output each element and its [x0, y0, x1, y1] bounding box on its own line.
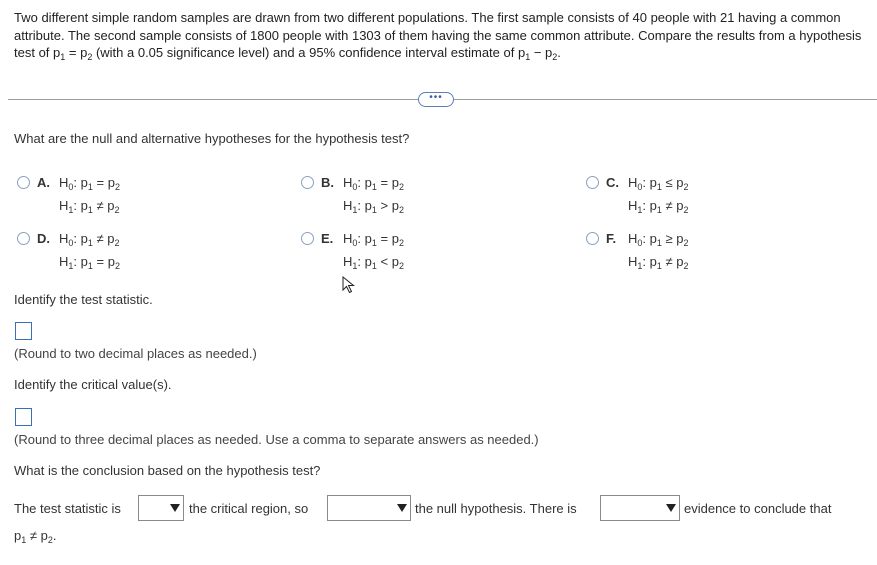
dropdown-arrow-icon — [170, 504, 180, 512]
option-letter: E. — [321, 231, 334, 246]
test-statistic-label: Identify the test statistic. — [14, 292, 153, 307]
alternative-hypothesis: $H_1$: $p_1 \ne p_2$ — [59, 198, 120, 215]
conclusion-label: What is the conclusion based on the hypothesis test? — [14, 463, 321, 478]
alternative-hypothesis: $H_1$: $p_1 < p_2$ — [343, 254, 404, 271]
hypotheses — [343, 228, 404, 274]
hypotheses — [628, 228, 689, 274]
conclusion-text-2: the critical region, so — [189, 501, 309, 516]
hypotheses — [628, 172, 689, 218]
option-c[interactable] — [586, 175, 689, 218]
radio-button[interactable] — [586, 232, 599, 245]
conclusion-text-1: The test statistic is — [14, 501, 121, 516]
test-statistic-region-dropdown[interactable] — [138, 495, 184, 521]
option-letter: C. — [606, 175, 619, 190]
radio-button[interactable] — [17, 232, 30, 245]
conclusion-text-3: the null hypothesis. There is — [415, 501, 577, 516]
alternative-hypothesis: $H_1$: $p_1 = p_2$ — [59, 254, 120, 271]
null-hypothesis: $H_0$: $p_1 \le p_2$ — [628, 175, 689, 192]
test-statistic-input[interactable] — [15, 322, 32, 340]
option-e[interactable] — [301, 231, 404, 274]
option-letter: A. — [37, 175, 50, 190]
option-a[interactable] — [17, 175, 120, 218]
radio-button[interactable] — [301, 232, 314, 245]
hypotheses — [59, 172, 120, 218]
alternative-hypothesis: $H_1$: $p_1 > p_2$ — [343, 198, 404, 215]
critical-value-note: (Round to three decimal places as needed. Use a comma to separate answers as needed.) — [14, 432, 539, 447]
dropdown-arrow-icon — [397, 504, 407, 512]
question-text: What are the null and alternative hypotheses for the hypothesis test? — [14, 131, 410, 146]
null-hypothesis: $H_0$: $p_1 \ge p_2$ — [628, 231, 689, 248]
option-b[interactable] — [301, 175, 404, 218]
more-button[interactable]: ••• — [418, 92, 454, 107]
option-d[interactable] — [17, 231, 120, 274]
problem-statement: Two different simple random samples are drawn from two different populations. The first sample consists of 40 people with 21 having a common attribute. The second sample consists of 1800 people with 1303 of them having the same common attribute. Compare the results from a hypothesis test of $p_1 = p_2$ (with a 0.05 significance level) and a 95% confidence interval estimate of $p_1 - p_2$. — [14, 10, 862, 62]
null-hypothesis: $H_0$: $p_1 \ne p_2$ — [59, 231, 120, 248]
test-statistic-note: (Round to two decimal places as needed.) — [14, 346, 257, 361]
alternative-hypothesis: $H_1$: $p_1 \ne p_2$ — [628, 198, 689, 215]
mouse-cursor-icon — [342, 276, 356, 294]
radio-button[interactable] — [586, 176, 599, 189]
evidence-dropdown[interactable] — [600, 495, 680, 521]
option-letter: B. — [321, 175, 334, 190]
conclusion-text-4: evidence to conclude that — [684, 501, 832, 516]
null-hypothesis: $H_0$: $p_1 = p_2$ — [343, 175, 404, 192]
null-hypothesis: $H_0$: $p_1 = p_2$ — [343, 231, 404, 248]
dropdown-arrow-icon — [666, 504, 676, 512]
null-hypothesis-dropdown[interactable] — [327, 495, 411, 521]
hypotheses — [59, 228, 120, 274]
option-letter: F. — [606, 231, 617, 246]
alternative-hypothesis: $H_1$: $p_1 \ne p_2$ — [628, 254, 689, 271]
radio-button[interactable] — [301, 176, 314, 189]
option-letter: D. — [37, 231, 50, 246]
radio-button[interactable] — [17, 176, 30, 189]
critical-value-input[interactable] — [15, 408, 32, 426]
option-f[interactable] — [586, 231, 689, 274]
critical-value-label: Identify the critical value(s). — [14, 377, 172, 392]
hypotheses — [343, 172, 404, 218]
conclusion-claim: $p_1 \ne p_2$. — [14, 528, 57, 545]
null-hypothesis: $H_0$: $p_1 = p_2$ — [59, 175, 120, 192]
